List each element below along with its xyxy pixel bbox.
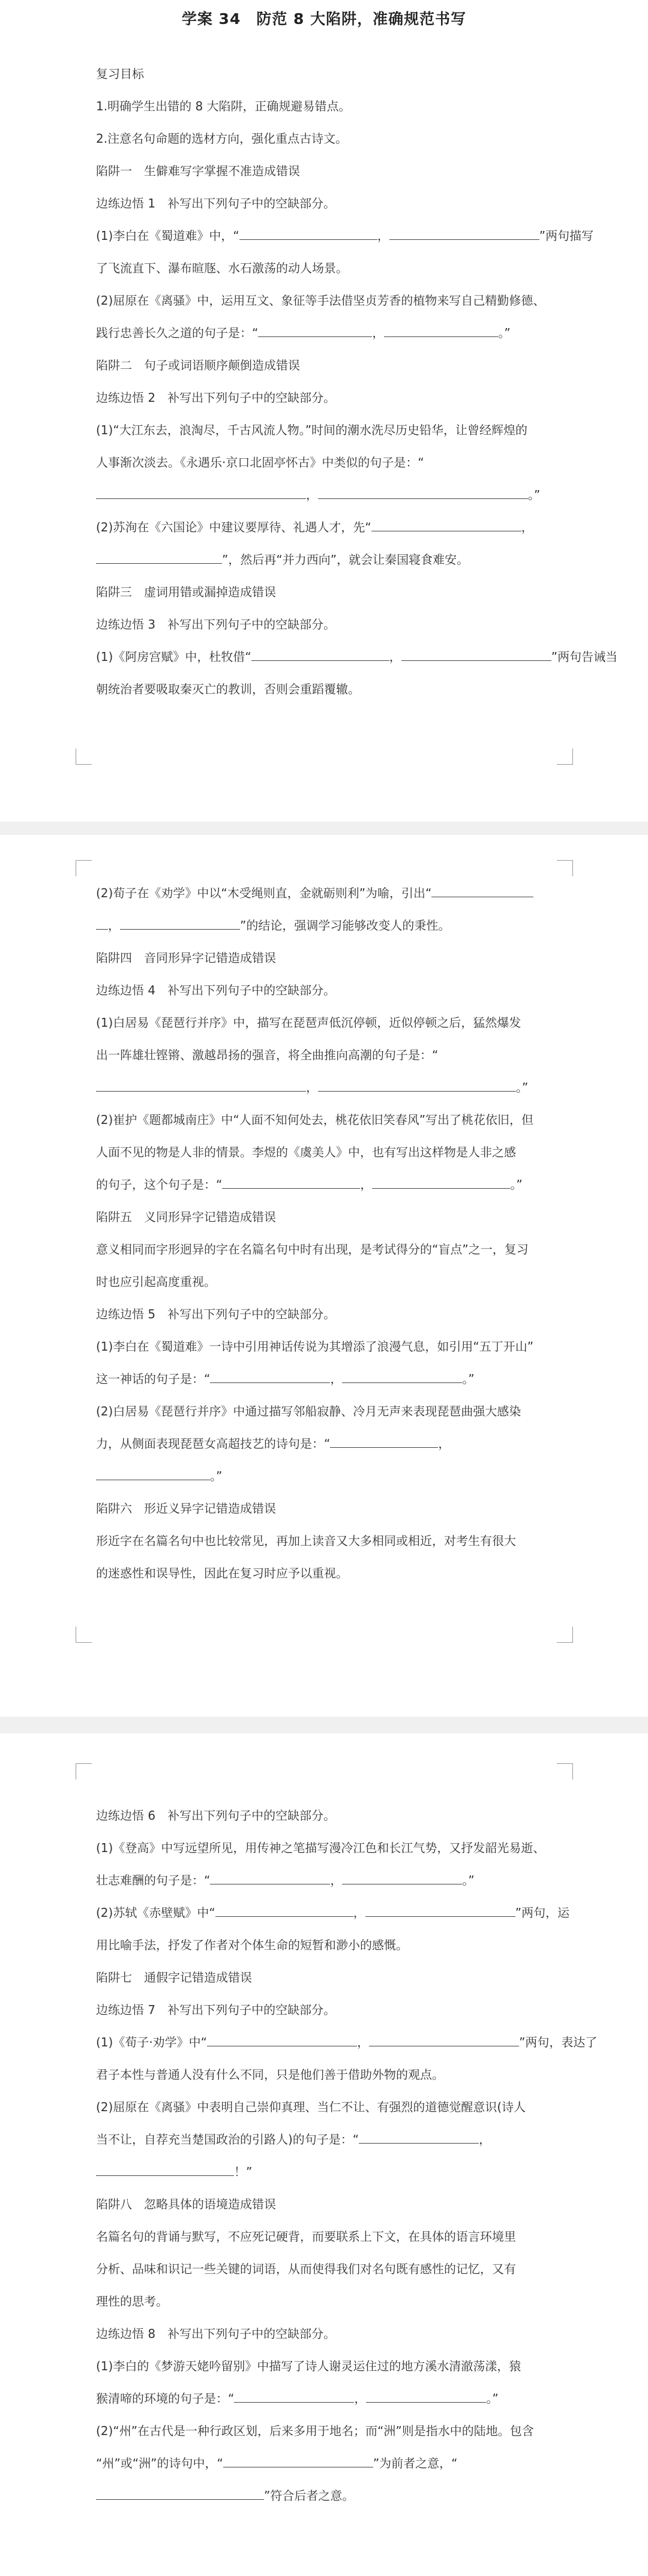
question-10: (2)白居易《琵琶行并序》中通过描写邻船寂静、冷月无声来表现琵琶曲强大感染 [96, 1404, 521, 1418]
trap-5-desc-cont: 时也应引起高度重视。 [96, 1275, 216, 1289]
answer-blank[interactable] [207, 2035, 357, 2046]
trap-7-heading: 陷阱七 通假字记错造成错误 [96, 1970, 252, 1985]
answer-blank[interactable] [389, 229, 539, 240]
exercise-3-heading: 边练边悟 3 补写出下列句子中的空缺部分。 [96, 617, 336, 632]
exercise-6-heading: 边练边悟 6 补写出下列句子中的空缺部分。 [96, 1808, 336, 1823]
crop-mark [76, 1627, 92, 1643]
exercise-8-heading: 边练边悟 8 补写出下列句子中的空缺部分。 [96, 2326, 336, 2341]
answer-blank[interactable] [96, 2488, 264, 2500]
answer-blank[interactable] [330, 1436, 438, 1448]
answer-blank[interactable] [239, 229, 377, 240]
document-page-2 [0, 835, 648, 1717]
answer-blank[interactable] [342, 1372, 462, 1383]
trap-5-heading: 陷阱五 义同形异字记错造成错误 [96, 1210, 276, 1224]
question-16: (2)“州”在古代是一种行政区划，后来多用于地名；而“洲”则是指水中的陆地。包含 [96, 2424, 534, 2438]
question-5: (1)《阿房宫赋》中，杜牧借“ ， ”两句告诫当 [96, 650, 618, 664]
question-14: (2)屈原在《离骚》中表明自己崇仰真理、当仁不让、有强烈的道德觉醒意识(诗人 [96, 2100, 526, 2114]
question-3-cont: 人事渐次淡去。《永遇乐·京口北固亭怀古》中类似的句子是：“ [96, 455, 424, 470]
crop-mark [76, 1763, 92, 1780]
review-heading: 复习目标 [96, 67, 144, 81]
answer-blank[interactable] [401, 650, 551, 661]
page-3-content [96, 1799, 598, 2512]
answer-blank[interactable] [359, 2132, 479, 2144]
question-9: (1)李白在《蜀道难》一诗中引用神话传说为其增添了浪漫气息，如引用“五丁开山” [96, 1339, 534, 1354]
question-13-cont: 君子本性与普通人没有什么不同，只是他们善于借助外物的观点。 [96, 2067, 444, 2082]
question-10-cont: 力，从侧面表现琵琶女高超技艺的诗句是：“ ， [96, 1436, 451, 1451]
answer-blank[interactable] [365, 1905, 515, 1917]
question-12: (2)苏轼《赤壁赋》中“ ， ”两句，运 [96, 1905, 570, 1920]
question-6-cont: ， ”的结论，强调学习能够改变人的秉性。 [96, 909, 558, 942]
question-8-cont: 人面不见的物是人非的情景。李煜的《虞美人》中，也有写出这样物是人非之感 [96, 1145, 516, 1159]
question-7: (1)白居易《琵琶行并序》中，描写在琵琶声低沉停顿，近似停顿之后，猛然爆发 [96, 1015, 521, 1030]
trap-8-heading: 陷阱八 忽略具体的语境造成错误 [96, 2197, 276, 2211]
answer-blank[interactable] [96, 488, 306, 499]
answer-blank[interactable] [318, 1080, 516, 1092]
goal-1: 1.明确学生出错的 8 大陷阱，正确规避易错点。 [96, 99, 351, 113]
question-3-blanks: ， 。” [96, 479, 558, 511]
goal-2: 2.注意名句命题的选材方向，强化重点古诗文。 [96, 131, 348, 146]
question-4: (2)苏洵在《六国论》中建议要厚待、礼遇人才，先“ ， [96, 520, 533, 534]
question-15: (1)李白的《梦游天姥吟留别》中描写了诗人谢灵运住过的地方溪水清澈荡漾，猿 [96, 2359, 521, 2373]
question-2: (2)屈原在《离骚》中，运用互文、象征等手法借坚贞芳香的植物来写自己精勤修德、 [96, 293, 545, 308]
question-2-cont: 践行忠善长久之道的句子是：“ ， 。” [96, 326, 511, 340]
question-7-cont: 出一阵雄壮铿锵、激越昂扬的强音，将全曲推向高潮的句子是：“ [96, 1048, 439, 1062]
document-page-1 [0, 0, 648, 822]
crop-mark [557, 1763, 573, 1780]
crop-mark [557, 1627, 573, 1643]
exercise-4-heading: 边练边悟 4 补写出下列句子中的空缺部分。 [96, 983, 336, 997]
answer-blank[interactable] [318, 488, 528, 499]
answer-blank[interactable] [96, 2165, 234, 2176]
question-11: (1)《登高》中写远望所见，用传神之笔描写漫冷江色和长江气势，又抒发韶光易逝、 [96, 1841, 545, 1855]
question-16-blank: ”符合后者之意。 [96, 2479, 558, 2512]
answer-blank[interactable] [431, 886, 533, 897]
question-10-blank: 。” [96, 1460, 558, 1492]
crop-mark [76, 860, 92, 876]
question-7-blanks: ， 。” [96, 1071, 558, 1104]
answer-blank[interactable] [210, 1372, 330, 1383]
question-14-cont: 当不让，自荐充当楚国政治的引路人)的句子是：“ ， [96, 2132, 491, 2147]
trap-6-heading: 陷阱六 形近义异字记错造成错误 [96, 1501, 276, 1516]
answer-blank[interactable] [384, 326, 498, 337]
answer-blank[interactable] [210, 1873, 330, 1884]
question-5-cont: 朝统治者要吸取秦灭亡的教训，否则会重蹈覆辙。 [96, 682, 360, 696]
question-13: (1)《荀子·劝学》中“ ， ”两句，表达了 [96, 2035, 598, 2049]
answer-blank[interactable] [366, 2391, 486, 2403]
answer-blank[interactable] [342, 1873, 462, 1884]
crop-mark [557, 749, 573, 765]
answer-blank[interactable] [96, 1080, 306, 1092]
page-title: 学案 34 防范 8 大陷阱，准确规范书写 [181, 10, 467, 28]
crop-mark [557, 860, 573, 876]
trap-2-heading: 陷阱二 句子或词语顺序颠倒造成错误 [96, 358, 300, 372]
trap-6-desc: 形近字在名篇名句中也比较常见，再加上读音又大多相同或相近，对考生有很大 [96, 1534, 516, 1548]
crop-mark [76, 749, 92, 765]
question-6: (2)荀子在《劝学》中以“木受绳则直，金就砺则利”为喻，引出“ [96, 877, 558, 909]
question-8: (2)崔护《题都城南庄》中“人面不知何处去，桃花依旧笑春风”写出了桃花依旧，但 [96, 1113, 534, 1127]
trap-8-desc-end: 理性的思考。 [96, 2294, 168, 2309]
trap-3-heading: 陷阱三 虚词用错或漏掉造成错误 [96, 585, 276, 599]
answer-blank[interactable] [96, 552, 222, 564]
answer-blank[interactable] [251, 650, 389, 661]
answer-blank[interactable] [96, 1469, 210, 1480]
question-14-blank: ！” [96, 2156, 558, 2188]
exercise-1-heading: 边练边悟 1 补写出下列句子中的空缺部分。 [96, 196, 336, 211]
answer-blank[interactable] [223, 2456, 373, 2467]
exercise-7-heading: 边练边悟 7 补写出下列句子中的空缺部分。 [96, 2003, 336, 2017]
exercise-5-heading: 边练边悟 5 补写出下列句子中的空缺部分。 [96, 1307, 336, 1321]
question-16-cont: “州”或“洲”的诗句中，“ ”为前者之意，“ [96, 2456, 458, 2470]
question-15-cont: 猴清啼的环境的句子是：“ ， 。” [96, 2391, 499, 2406]
answer-blank[interactable] [215, 1905, 353, 1917]
trap-1-heading: 陷阱一 生僻难写字掌握不准造成错误 [96, 164, 300, 178]
question-11-cont: 壮志难酬的句子是：“ ， 。” [96, 1873, 475, 1887]
page-2-content [96, 877, 558, 1589]
answer-blank[interactable] [222, 1177, 360, 1189]
document-page-3 [0, 1733, 648, 2576]
trap-6-desc-cont: 的迷惑性和误导性，因此在复习时应予以重视。 [96, 1566, 348, 1580]
question-1-cont: 了飞流直下、瀑布暄豗、水石激荡的动人场景。 [96, 261, 348, 275]
question-4-cont: ”，然后再“并力西向”，就会让秦国寝食难安。 [96, 543, 558, 576]
trap-8-desc-cont: 分析、品味和识记一些关键的词语，从而使得我们对名句既有感性的记忆，又有 [96, 2262, 516, 2276]
exercise-2-heading: 边练边悟 2 补写出下列句子中的空缺部分。 [96, 390, 336, 405]
question-3: (1)“大江东去，浪淘尽，千古风流人物。”时间的潮水洗尽历史铅华，让曾经辉煌的 [96, 423, 528, 437]
question-9-cont: 这一神话的句子是：“ ， 。” [96, 1372, 475, 1386]
answer-blank[interactable] [258, 326, 372, 337]
trap-5-desc: 意义相同而字形迥异的字在名篇名句中时有出现，是考试得分的“盲点”之一，复习 [96, 1242, 529, 1257]
answer-blank[interactable] [369, 2035, 519, 2046]
question-8-blanks: 的句子，这个句子是：“ ， 。” [96, 1177, 523, 1192]
answer-blank[interactable] [372, 1177, 510, 1189]
page-1-content [96, 58, 618, 705]
question-12-cont: 用比喻手法，抒发了作者对个体生命的短暂和渺小的感慨。 [96, 1938, 408, 1952]
trap-4-heading: 陷阱四 音同形异字记错造成错误 [96, 951, 276, 965]
answer-blank[interactable] [234, 2391, 354, 2403]
answer-blank[interactable] [96, 918, 108, 930]
answer-blank[interactable] [120, 918, 240, 930]
trap-8-desc: 名篇名句的背诵与默写，不应死记硬背，而要联系上下文，在具体的语言环境里 [96, 2229, 516, 2244]
answer-blank[interactable] [371, 520, 521, 531]
question-1: (1)李白在《蜀道难》中，“ ， ”两句描写 [96, 229, 594, 243]
